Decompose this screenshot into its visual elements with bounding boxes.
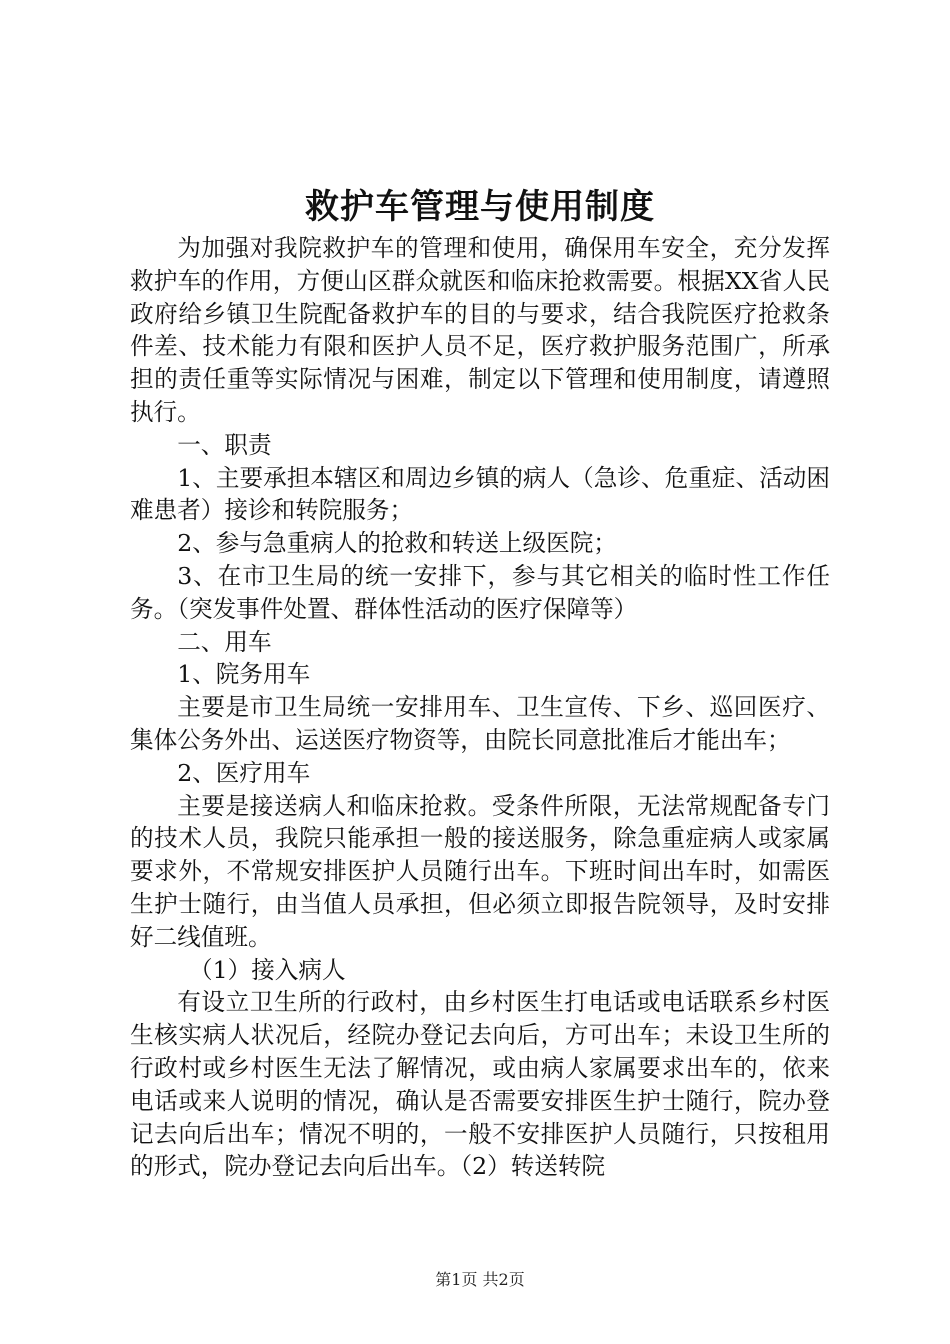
paragraph-official-use: 主要是市卫生局统一安排用车、卫生宣传、下乡、巡回医疗、集体公务外出、运送医疗物资等，由院长同意批准后才能出车； [130,693,830,754]
heading-official-use: 1、院务用车 [177,660,311,689]
document-body [130,232,830,1183]
paragraph-medical-use: 主要是接送病人和临床抢救。受条件所限，无法常规配备专门的技术人员，我院只能承担一般的接送服务，除急重症病人或家属要求外，不常规安排医护人员随行出车。下班时间出车时，如需医生护士随行，由当值人员承担，但必须立即报告院领导，及时安排好二线值班。 [130,791,830,951]
heading-medical-use: 2、医疗用车 [177,758,311,787]
paragraph-duty-2: 2、参与急重病人的抢救和转送上级医院； [177,529,617,558]
paragraph-intro: 为加强对我院救护车的管理和使用，确保用车安全，充分发挥救护车的作用，方便山区群众就医和临床抢救需要。根据XX省人民政府给乡镇卫生院配备救护车的目的与要求，结合我院医疗抢救条件差、技术能力有限和医护人员不足，医疗救护服务范围广，所承担的责任重等实际情况与困难，制定以下管理和使用制度，请遵照执行。 [130,234,830,426]
heading-patient-pickup: （1）接入病人 [189,955,346,984]
paragraph-duty-3: 3、在市卫生局的统一安排下，参与其它相关的临时性工作任务。（突发事件处置、群体性活动的医疗保障等） [130,561,830,623]
page-footer: 第1页 共2页 [435,1270,525,1289]
paragraph-duty-1: 1、主要承担本辖区和周边乡镇的病人（急诊、危重症、活动困难患者）接诊和转院服务； [130,463,830,525]
heading-duties: 一、职责 [177,430,272,459]
document-page [130,0,830,1344]
heading-vehicle-use: 二、用车 [177,627,272,656]
document-title: 救护车管理与使用制度 [305,187,655,227]
paragraph-patient-pickup: 有设立卫生所的行政村，由乡村医生打电话或电话联系乡村医生核实病人状况后，经院办登记去向后，方可出车；未设卫生所的行政村或乡村医生无法了解情况，或由病人家属要求出车的，依来电话或来人说明的情况，确认是否需要安排医生护士随行，院办登记去向后出车；情况不明的，一般不安排医护人员随行，只按租用的形式，院办登记去向后出车。（2）转送转院 [130,988,830,1181]
